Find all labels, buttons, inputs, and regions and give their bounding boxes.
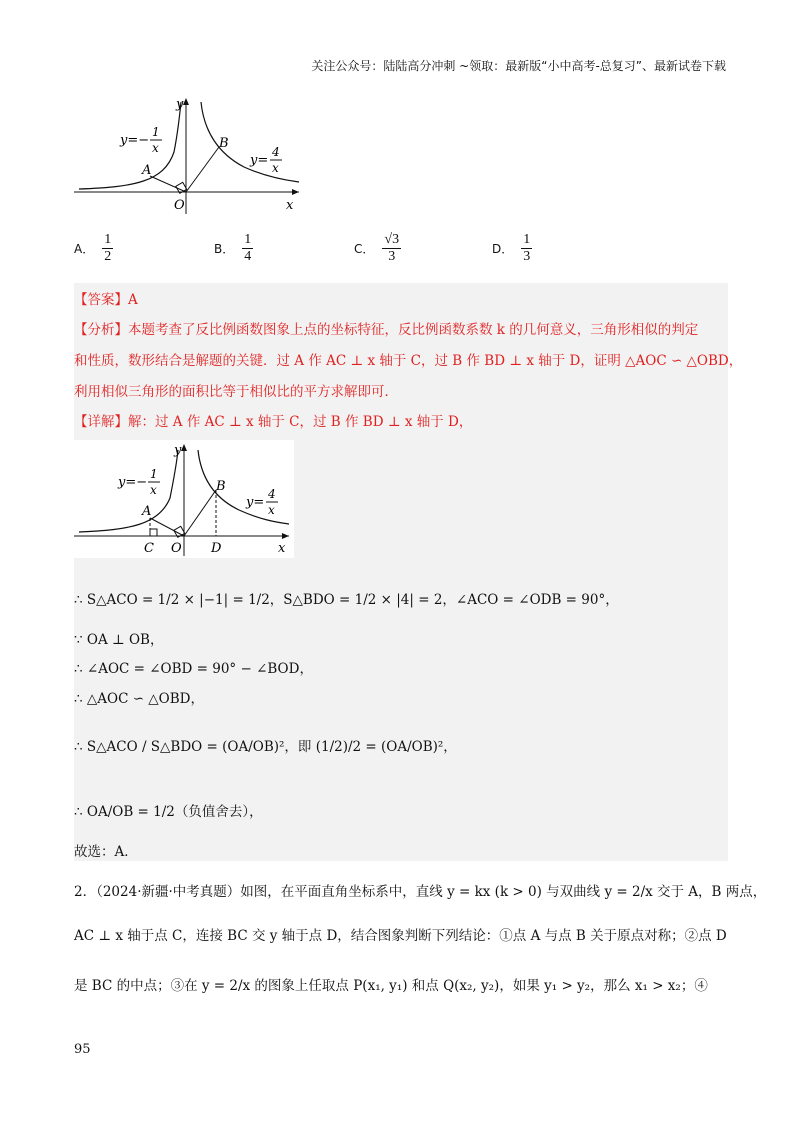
option-d[interactable]: D． $\frac{1}{3}$ — [492, 232, 531, 264]
svg-text:4: 4 — [268, 487, 276, 501]
svg-text:x: x — [278, 541, 286, 556]
x-axis-label: x — [286, 198, 294, 213]
step-2: ∵ OA ⊥ OB， — [74, 632, 164, 648]
right-curve-label: y= — [250, 153, 269, 168]
step-1: ∴ S△ACO = 1/2 × |−1| = 1/2，S△BDO = 1/2 × |4| = 2，∠ACO = ∠ODB = 90°， — [74, 592, 619, 608]
svg-text:x: x — [152, 141, 159, 155]
svg-text:y=−: y=− — [118, 475, 148, 490]
svg-text:1: 1 — [150, 467, 158, 481]
svg-text:A: A — [142, 504, 152, 519]
point-b-label: B — [219, 136, 229, 151]
option-a[interactable]: A． $\frac{1}{2}$ — [74, 232, 112, 264]
svg-text:O: O — [171, 541, 182, 556]
option-b[interactable]: B． $\frac{1}{4}$ — [214, 232, 252, 264]
svg-text:x: x — [150, 483, 157, 497]
option-c[interactable]: C． $\frac{√3}{3}$ — [354, 232, 400, 264]
analysis-line-1: 【分析】本题考查了反比例函数图象上点的坐标特征，反比例函数系数 k 的几何意义，三角形相似的判定 — [74, 322, 699, 338]
question2-line-3: 是 BC 的中点；③在 y = 2/x 的图象上任取点 P(x₁, y₁) 和点 Q(x₂, y₂)，如果 y₁ > y₂，那么 x₁ > x₂；④ — [74, 978, 708, 994]
y-axis-label: y — [176, 97, 184, 112]
svg-text:y=: y= — [246, 495, 265, 510]
svg-text:C: C — [144, 541, 154, 556]
step-4: ∴ △AOC ∽ △OBD， — [74, 691, 204, 707]
conclusion: 故选：A． — [74, 844, 138, 860]
left-curve-label: y=− — [120, 133, 150, 148]
figure-2 — [74, 440, 294, 558]
svg-text:1: 1 — [152, 125, 160, 139]
svg-text:B: B — [216, 479, 226, 494]
svg-text:4: 4 — [272, 145, 280, 159]
detail-line-1: 【详解】解：过 A 作 AC ⊥ x 轴于 C，过 B 作 BD ⊥ x 轴于 D， — [74, 414, 473, 430]
solution-panel — [74, 283, 728, 861]
step-5: ∴ S△ACO / S△BDO = (OA/OB)²，即 (1/2)/2 = (OA/OB)²， — [74, 739, 457, 755]
svg-text:y: y — [174, 443, 182, 458]
page-number: 95 — [74, 1042, 91, 1057]
origin-label: O — [174, 198, 185, 213]
svg-text:x: x — [272, 161, 279, 175]
analysis-line-2: 和性质，数形结合是解题的关键．过 A 作 AC ⊥ x 轴于 C，过 B 作 BD ⊥ x 轴于 D，证明 △AOC ∽ △OBD， — [74, 353, 743, 369]
step-6: ∴ OA/OB = 1/2（负值舍去）， — [74, 804, 263, 820]
question2-line-2: AC ⊥ x 轴于点 C，连接 BC 交 y 轴于点 D，结合图象判断下列结论：①点 A 与点 B 关于原点对称；②点 D — [74, 928, 727, 944]
step-3: ∴ ∠AOC = ∠OBD = 90° − ∠BOD， — [74, 661, 313, 677]
figure-1 — [74, 92, 314, 217]
point-a-label: A — [142, 163, 152, 178]
answer-options — [74, 232, 734, 272]
analysis-line-3: 利用相似三角形的面积比等于相似比的平方求解即可． — [74, 384, 398, 400]
svg-text:D: D — [211, 541, 222, 556]
answer-line: 【答案】A — [74, 292, 138, 308]
question2-line-1: 2．（2024·新疆·中考真题）如图，在平面直角坐标系中，直线 y = kx (k > 0) 与双曲线 y = 2/x 交于 A，B 两点， — [74, 884, 767, 900]
svg-text:x: x — [268, 503, 275, 517]
page-header: 关注公众号：陆陆高分冲刺 ~领取：最新版“小中高考-总复习”、最新试卷下载 — [311, 59, 726, 73]
